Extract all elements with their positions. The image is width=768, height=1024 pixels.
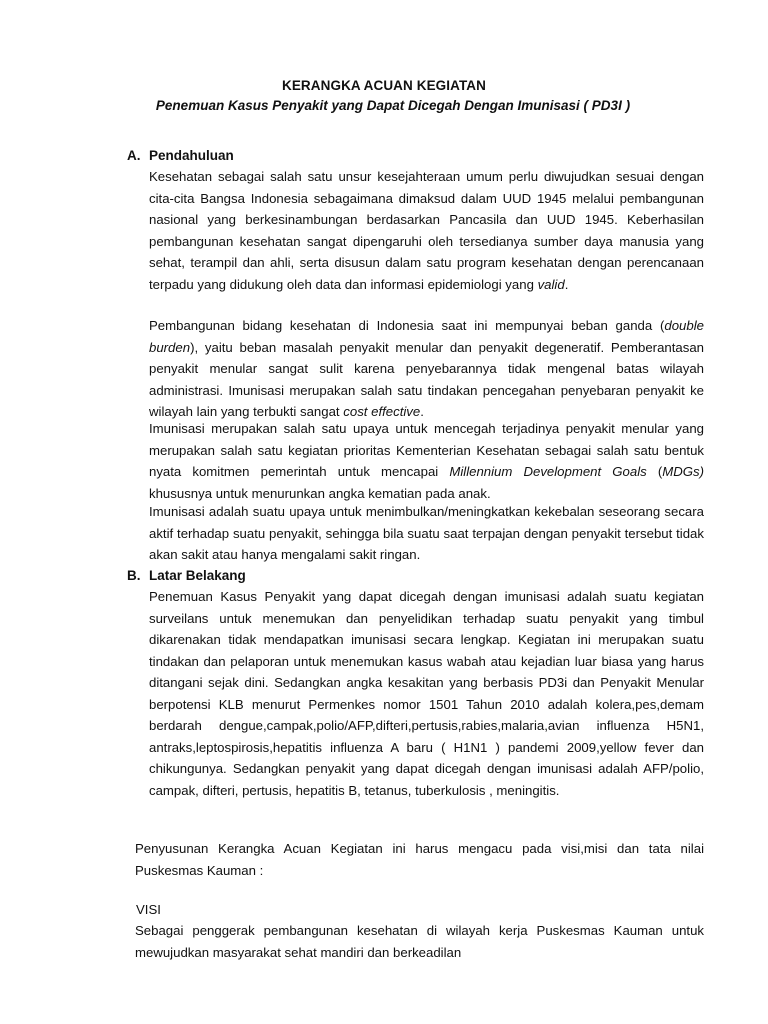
- italic-text: Millennium Development Goals: [449, 464, 647, 479]
- paragraph: [149, 586, 704, 801]
- paragraph: [149, 315, 704, 423]
- text-run: (: [646, 464, 663, 479]
- visi-text: Sebagai penggerak pembangunan kesehatan di wilayah kerja Puskesmas Kauman untuk mewujudkan masyarakat sehat mandiri dan berkeadilan: [135, 923, 704, 960]
- text-run: ), yaitu beban masalah penyakit menular dan penyakit degeneratif. Pemberantasan penyakit menular sangat sulit karena penyebarannya tidak mengenal batas wilayah administrasi. Imunisasi merupakan salah satu tindakan pencegahan penyebaran penyakit ke wilayah lain yang terbukti sangat: [149, 339, 704, 419]
- text-run: .: [420, 404, 424, 419]
- visi-label: VISI: [136, 902, 161, 917]
- paragraph: [149, 418, 704, 504]
- italic-text: MDGs): [662, 464, 704, 479]
- paragraph: [149, 166, 704, 295]
- text-run: .: [564, 276, 569, 292]
- text-run: Pembangunan bidang kesehatan di Indonesia saat ini mempunyai beban ganda (: [149, 318, 665, 333]
- text-run: Kesehatan sebagai salah satu unsur kesejahteraan umum perlu diwujudkan sesuai dengan cita-cita Bangsa Indonesia sebagaimana dimaksud dalam UUD 1945 melalui pembangunan nasional yang berkesinambungan berdasarkan Pancasila dan UUD 1945. Keberhasilan pembangunan kesehatan sangat dipengaruhi oleh tersedianya sumber daya manusia yang sehat, terampil dan ahli, serta disusun dalam satu program kesehatan dengan perencanaan terpadu yang didukung oleh data dan informasi epidemiologi yang: [149, 169, 704, 292]
- section-title: Pendahuluan: [149, 148, 234, 163]
- text-run: Imunisasi merupakan salah satu upaya untuk mencegah terjadinya penyakit menular yang merupakan salah satu kegiatan prioritas Kementerian Kesehatan sebagai salah satu bentuk nyata komitmen pemerintah untuk mencapai: [149, 421, 704, 479]
- section-letter: B.: [127, 568, 141, 583]
- italic-text: valid: [537, 276, 565, 292]
- text-run: Imunisasi adalah suatu upaya untuk menimbulkan/meningkatkan kekebalan seseorang secara aktif terhadap suatu penyakit, sehingga bila suatu saat terpajan dengan penyakit tersebut tidak akan sakit atau hanya mengalami sakit ringan.: [149, 504, 704, 562]
- closing-paragraph: Penyusunan Kerangka Acuan Kegiatan ini harus mengacu pada visi,misi dan tata nilai Puskesmas Kauman :: [135, 841, 704, 878]
- text-run: khususnya untuk menurunkan angka kematian pada anak.: [149, 485, 491, 501]
- section-title: Latar Belakang: [149, 568, 246, 583]
- italic-text: double burden: [149, 318, 704, 355]
- document-title: KERANGKA ACUAN KEGIATAN: [281, 78, 487, 93]
- text-run: Penemuan Kasus Penyakit yang dapat dicegah dengan imunisasi adalah suatu kegiatan surveilans untuk menemukan dan penyelidikan terhadap suatu penyakit yang timbul dikarenakan tidak mendapatkan imunisasi secara lengkap. Kegiatan ini merupakan suatu tindakan dan pelaporan untuk menemukan kasus wabah atau kejadian luar biasa yang harus ditangani sejak dini. Sedangkan angka kesakitan yang berbasis PD3i dan Penyakit Menular berpotensi KLB menurut Permenkes nomor 1501 Tahun 2010 adalah kolera,pes,demam berdarah dengue,campak,polio/AFP,difteri,pertusis,rabies,malaria,avian influenza H5N1, antraks,leptospirosis,hepatitis influenza A baru ( H1N1 ) pandemi 2009,yellow fever dan chikungunya. Sedangkan penyakit yang dapat dicegah dengan imunisasi adalah AFP/polio, campak, difteri, pertusis, hepatitis B, tetanus, tuberkulosis , meningitis.: [149, 589, 704, 798]
- section-heading-b: [127, 568, 246, 583]
- document-subtitle: Penemuan Kasus Penyakit yang Dapat Dicegah Dengan Imunisasi ( PD3I ): [155, 98, 631, 113]
- paragraph: [149, 501, 704, 566]
- italic-text: cost effective: [343, 404, 421, 419]
- section-letter: A.: [127, 148, 141, 163]
- section-heading-a: [127, 148, 234, 163]
